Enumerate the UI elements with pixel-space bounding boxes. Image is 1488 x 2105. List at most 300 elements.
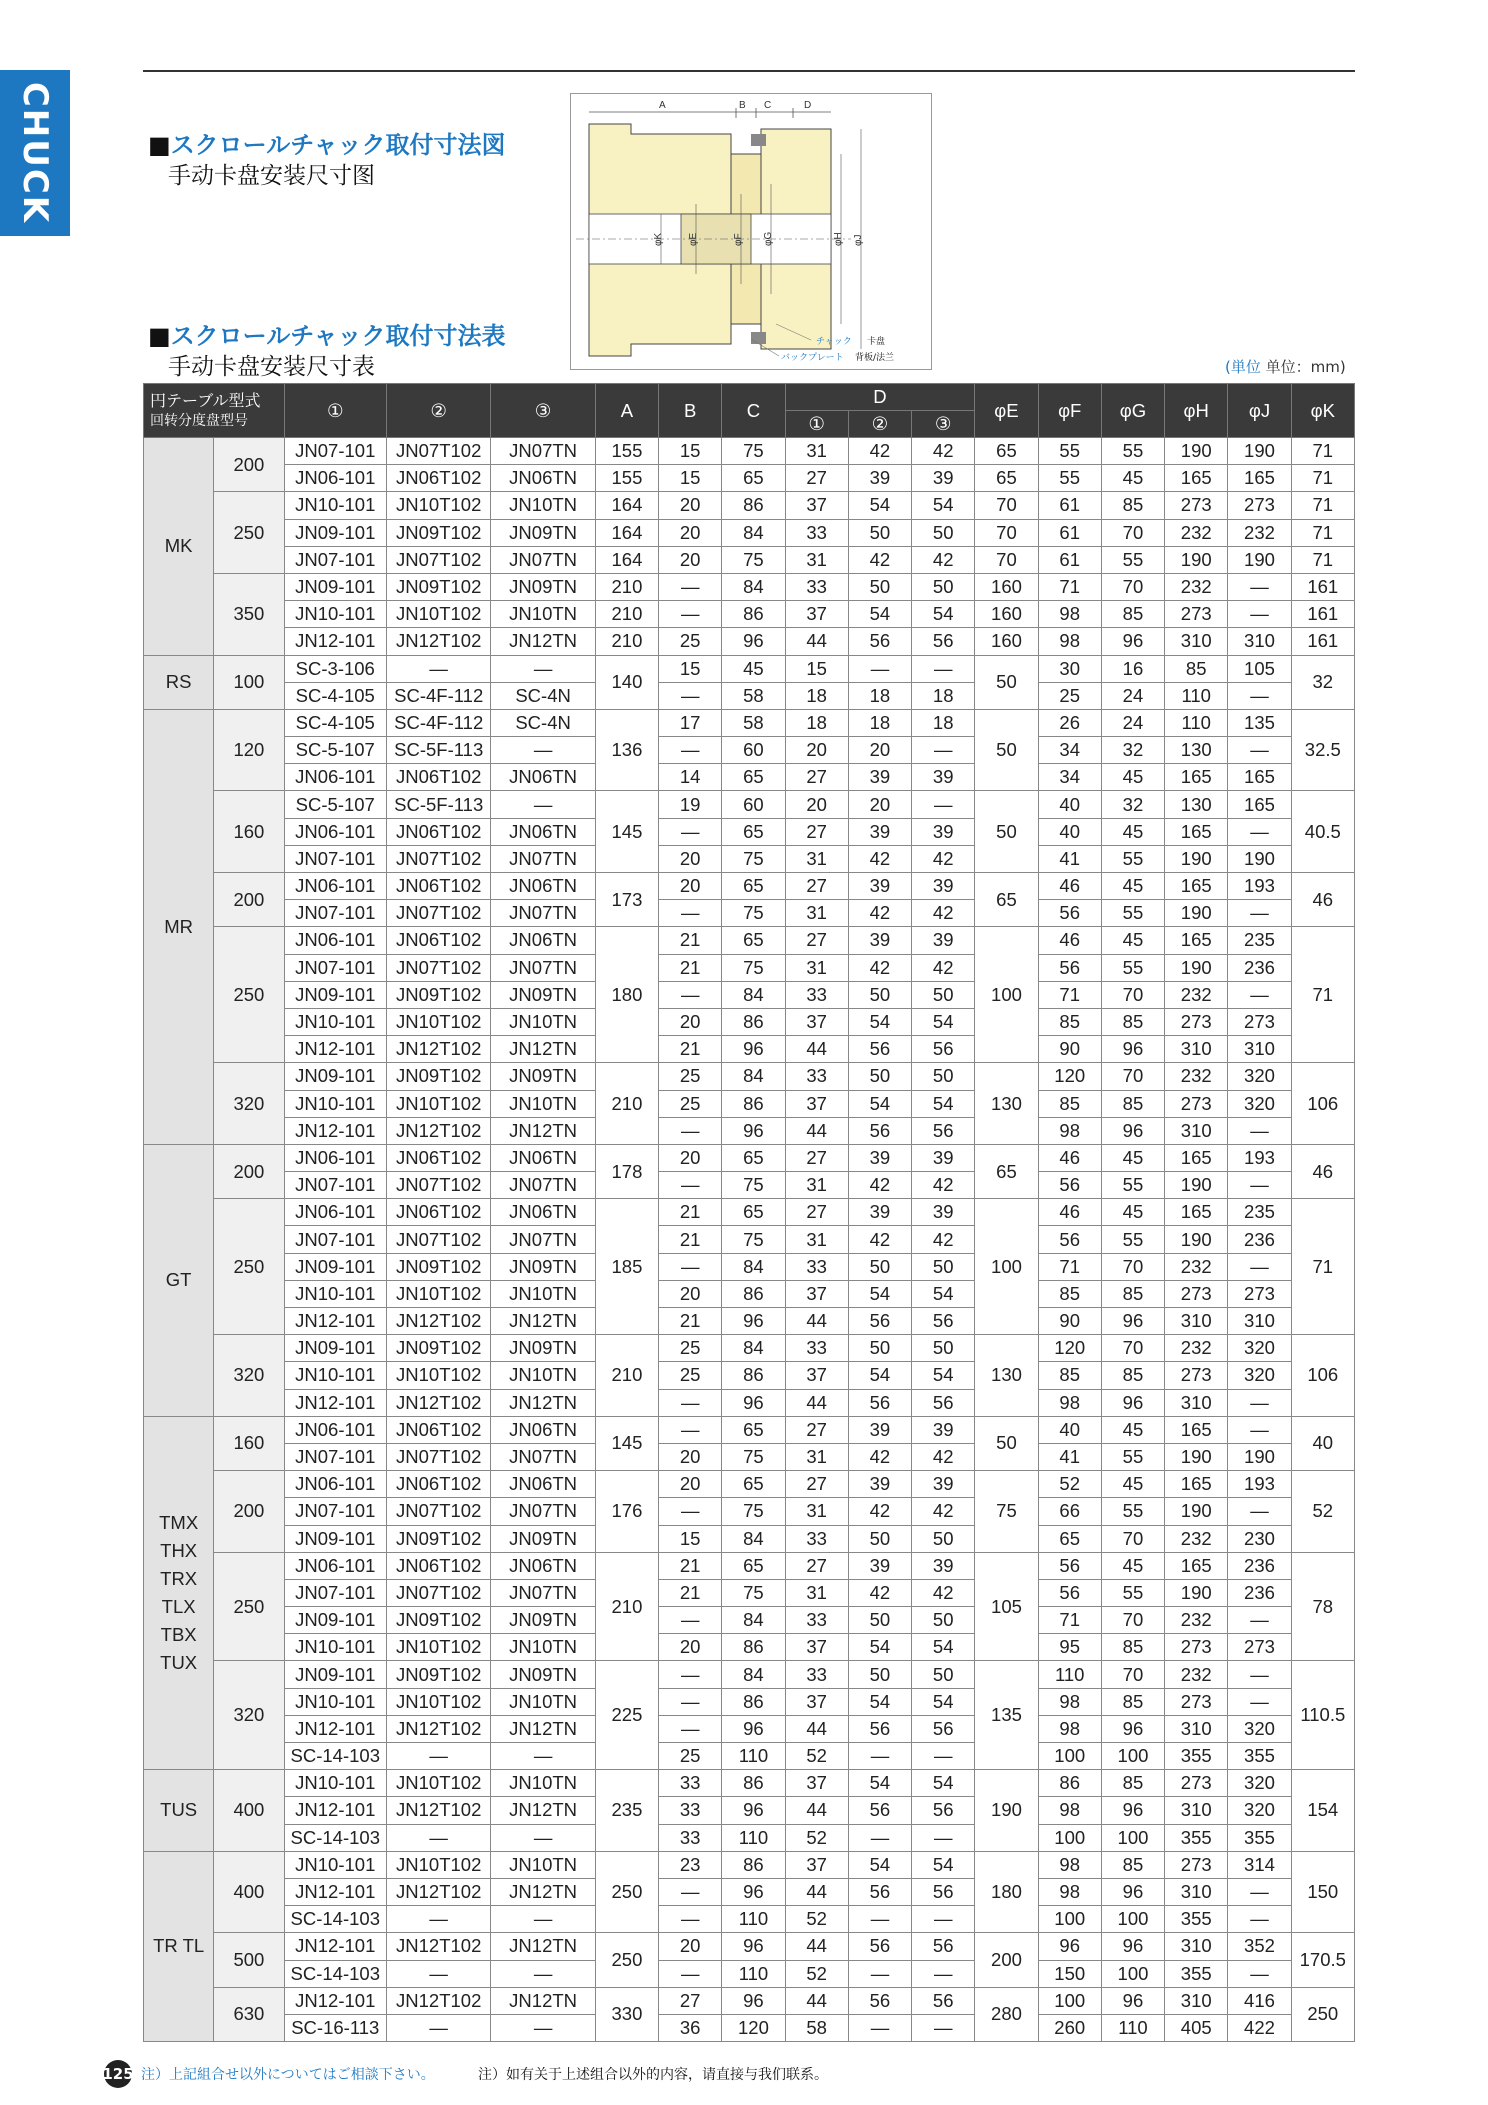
dim-j-cell: 190 bbox=[1228, 438, 1291, 465]
table-row bbox=[144, 1851, 1355, 1878]
dim-e-cell: 65 bbox=[975, 465, 1038, 492]
header-col-3: ③ bbox=[491, 384, 595, 438]
dim-d3-cell: 54 bbox=[912, 1008, 975, 1035]
part-1-cell: JN07-101 bbox=[284, 546, 386, 573]
dim-d2-cell: 56 bbox=[848, 1797, 911, 1824]
dim-d3-cell: — bbox=[912, 1743, 975, 1770]
dim-g-cell: 100 bbox=[1101, 1906, 1164, 1933]
dim-k-cell: 170.5 bbox=[1291, 1933, 1354, 1987]
dim-c-cell: 84 bbox=[722, 1661, 785, 1688]
dim-d3-cell: 39 bbox=[912, 927, 975, 954]
dim-d3-cell: 39 bbox=[912, 465, 975, 492]
dim-d2-cell: 39 bbox=[848, 873, 911, 900]
table-section-subtitle: 手动卡盘安装尺寸表 bbox=[168, 354, 375, 380]
part-1-cell: JN10-101 bbox=[284, 1008, 386, 1035]
header-col-k: φK bbox=[1291, 384, 1354, 438]
dim-d1-cell: 27 bbox=[785, 1144, 848, 1171]
part-3-cell: JN06TN bbox=[491, 818, 595, 845]
dim-h-cell: 232 bbox=[1165, 981, 1228, 1008]
dim-d2-cell: 39 bbox=[848, 1144, 911, 1171]
dim-f-cell: 25 bbox=[1038, 682, 1101, 709]
dim-h-cell: 310 bbox=[1165, 1308, 1228, 1335]
dim-b-cell: 25 bbox=[659, 1335, 722, 1362]
dim-g-cell: 85 bbox=[1101, 1362, 1164, 1389]
table-row bbox=[144, 900, 1355, 927]
part-2-cell: JN07T102 bbox=[386, 1226, 490, 1253]
dim-d3-cell: 42 bbox=[912, 1172, 975, 1199]
dim-d1-cell: 31 bbox=[785, 1498, 848, 1525]
dim-c-cell: 96 bbox=[722, 1308, 785, 1335]
table-row bbox=[144, 1824, 1355, 1851]
dim-d3-cell: 42 bbox=[912, 900, 975, 927]
part-3-cell: JN12TN bbox=[491, 1987, 595, 2014]
dim-d2-cell: 39 bbox=[848, 1552, 911, 1579]
header-col-j: φJ bbox=[1228, 384, 1291, 438]
dim-c-cell: 65 bbox=[722, 465, 785, 492]
dim-d3-cell: 54 bbox=[912, 492, 975, 519]
dim-f-cell: 41 bbox=[1038, 845, 1101, 872]
dim-g-cell: 45 bbox=[1101, 1199, 1164, 1226]
table-row bbox=[144, 954, 1355, 981]
dim-j-cell: 310 bbox=[1228, 628, 1291, 655]
dim-c-cell: 75 bbox=[722, 438, 785, 465]
dim-j-cell: — bbox=[1228, 818, 1291, 845]
dim-g-cell: 96 bbox=[1101, 1389, 1164, 1416]
dim-d2-cell: 42 bbox=[848, 1579, 911, 1606]
part-2-cell: SC-4F-112 bbox=[386, 682, 490, 709]
dim-j-cell: 320 bbox=[1228, 1335, 1291, 1362]
dim-h-cell: 355 bbox=[1165, 1743, 1228, 1770]
page-number: 125 bbox=[104, 2060, 132, 2088]
part-3-cell: JN06TN bbox=[491, 764, 595, 791]
dim-c-cell: 110 bbox=[722, 1960, 785, 1987]
header-col-1: ① bbox=[284, 384, 386, 438]
dim-d2-cell: 18 bbox=[848, 682, 911, 709]
size-cell: 320 bbox=[214, 1661, 284, 1770]
dim-f-cell: 66 bbox=[1038, 1498, 1101, 1525]
dim-c-cell: 75 bbox=[722, 845, 785, 872]
part-3-cell: — bbox=[491, 1960, 595, 1987]
part-3-cell: JN10TN bbox=[491, 1634, 595, 1661]
dim-f-cell: 96 bbox=[1038, 1933, 1101, 1960]
svg-text:背板/法兰: 背板/法兰 bbox=[855, 353, 895, 363]
part-3-cell: JN06TN bbox=[491, 1416, 595, 1443]
dim-c-cell: 75 bbox=[722, 546, 785, 573]
table-row bbox=[144, 1008, 1355, 1035]
dim-g-cell: 45 bbox=[1101, 927, 1164, 954]
table-row bbox=[144, 1960, 1355, 1987]
part-2-cell: JN09T102 bbox=[386, 1661, 490, 1688]
dim-b-cell: 25 bbox=[659, 1090, 722, 1117]
dim-c-cell: 84 bbox=[722, 1335, 785, 1362]
dim-g-cell: 96 bbox=[1101, 1797, 1164, 1824]
dim-j-cell: — bbox=[1228, 981, 1291, 1008]
dim-d1-cell: 33 bbox=[785, 1525, 848, 1552]
dim-d1-cell: 27 bbox=[785, 927, 848, 954]
dim-f-cell: 61 bbox=[1038, 519, 1101, 546]
dim-d1-cell: 31 bbox=[785, 900, 848, 927]
dim-d2-cell: 50 bbox=[848, 981, 911, 1008]
dim-d1-cell: 27 bbox=[785, 465, 848, 492]
dim-d1-cell: 27 bbox=[785, 1552, 848, 1579]
dim-d3-cell: — bbox=[912, 1960, 975, 1987]
dim-k-cell: 250 bbox=[1291, 1987, 1354, 2041]
part-3-cell: JN06TN bbox=[491, 465, 595, 492]
dim-g-cell: 96 bbox=[1101, 1117, 1164, 1144]
dim-k-cell: 161 bbox=[1291, 573, 1354, 600]
part-1-cell: JN09-101 bbox=[284, 1607, 386, 1634]
dim-d2-cell: 50 bbox=[848, 1063, 911, 1090]
dim-d2-cell: 54 bbox=[848, 1634, 911, 1661]
dim-f-cell: 98 bbox=[1038, 601, 1101, 628]
dim-h-cell: 190 bbox=[1165, 1226, 1228, 1253]
dim-d1-cell: 37 bbox=[785, 1362, 848, 1389]
part-1-cell: JN09-101 bbox=[284, 1661, 386, 1688]
dim-d1-cell: 37 bbox=[785, 601, 848, 628]
header-d-1: ① bbox=[785, 411, 848, 438]
part-3-cell: JN06TN bbox=[491, 927, 595, 954]
dim-g-cell: 45 bbox=[1101, 1471, 1164, 1498]
dim-e-cell: 100 bbox=[975, 1199, 1038, 1335]
header-d-2: ② bbox=[848, 411, 911, 438]
part-1-cell: JN06-101 bbox=[284, 465, 386, 492]
dim-d3-cell: 42 bbox=[912, 845, 975, 872]
dim-h-cell: 190 bbox=[1165, 1443, 1228, 1470]
part-1-cell: JN10-101 bbox=[284, 1280, 386, 1307]
part-2-cell: JN12T102 bbox=[386, 1933, 490, 1960]
dim-f-cell: 61 bbox=[1038, 546, 1101, 573]
dim-d2-cell: — bbox=[848, 1906, 911, 1933]
dim-g-cell: 55 bbox=[1101, 438, 1164, 465]
dim-a-cell: 155 bbox=[595, 465, 658, 492]
part-2-cell: JN12T102 bbox=[386, 1878, 490, 1905]
size-cell: 200 bbox=[214, 438, 284, 492]
part-2-cell: JN09T102 bbox=[386, 573, 490, 600]
dim-d1-cell: 37 bbox=[785, 492, 848, 519]
part-2-cell: JN12T102 bbox=[386, 1036, 490, 1063]
dim-e-cell: 280 bbox=[975, 1987, 1038, 2041]
dim-g-cell: 70 bbox=[1101, 1253, 1164, 1280]
dim-d3-cell: 18 bbox=[912, 709, 975, 736]
dim-g-cell: 24 bbox=[1101, 682, 1164, 709]
chuck-side-tab: CHUCK bbox=[0, 70, 70, 236]
dim-j-cell: 165 bbox=[1228, 764, 1291, 791]
dim-d2-cell: 56 bbox=[848, 628, 911, 655]
part-1-cell: JN07-101 bbox=[284, 845, 386, 872]
part-1-cell: JN12-101 bbox=[284, 1036, 386, 1063]
dim-b-cell: 15 bbox=[659, 655, 722, 682]
dim-f-cell: 90 bbox=[1038, 1308, 1101, 1335]
dim-h-cell: 273 bbox=[1165, 1280, 1228, 1307]
table-row bbox=[144, 818, 1355, 845]
part-3-cell: JN06TN bbox=[491, 1471, 595, 1498]
part-1-cell: JN09-101 bbox=[284, 1335, 386, 1362]
table-row bbox=[144, 709, 1355, 736]
part-2-cell: JN06T102 bbox=[386, 1416, 490, 1443]
dim-a-cell: 250 bbox=[595, 1851, 658, 1933]
header-col-2: ② bbox=[386, 384, 490, 438]
dim-d2-cell: 42 bbox=[848, 438, 911, 465]
part-1-cell: JN06-101 bbox=[284, 1416, 386, 1443]
dim-e-cell: 50 bbox=[975, 1416, 1038, 1470]
dim-b-cell: — bbox=[659, 1498, 722, 1525]
dim-h-cell: 232 bbox=[1165, 1607, 1228, 1634]
dim-g-cell: 96 bbox=[1101, 1715, 1164, 1742]
dim-b-cell: 21 bbox=[659, 954, 722, 981]
dim-g-cell: 85 bbox=[1101, 1688, 1164, 1715]
group-model-cell: TUS bbox=[144, 1770, 214, 1852]
part-3-cell: JN10TN bbox=[491, 1851, 595, 1878]
table-row bbox=[144, 438, 1355, 465]
part-1-cell: JN07-101 bbox=[284, 1579, 386, 1606]
table-row bbox=[144, 1362, 1355, 1389]
dim-j-cell: — bbox=[1228, 1172, 1291, 1199]
part-1-cell: JN09-101 bbox=[284, 1253, 386, 1280]
part-2-cell: JN06T102 bbox=[386, 764, 490, 791]
dim-h-cell: 165 bbox=[1165, 1471, 1228, 1498]
dim-b-cell: — bbox=[659, 1688, 722, 1715]
part-1-cell: SC-14-103 bbox=[284, 1824, 386, 1851]
table-row bbox=[144, 1144, 1355, 1171]
table-row bbox=[144, 1743, 1355, 1770]
dim-e-cell: 100 bbox=[975, 927, 1038, 1063]
dim-d2-cell: 50 bbox=[848, 1661, 911, 1688]
dim-b-cell: 20 bbox=[659, 845, 722, 872]
dim-e-cell: 180 bbox=[975, 1851, 1038, 1933]
part-2-cell: JN09T102 bbox=[386, 1525, 490, 1552]
dim-d1-cell: 37 bbox=[785, 1851, 848, 1878]
dim-d2-cell: 50 bbox=[848, 1525, 911, 1552]
dim-g-cell: 55 bbox=[1101, 1443, 1164, 1470]
dim-g-cell: 55 bbox=[1101, 845, 1164, 872]
dim-j-cell: 273 bbox=[1228, 1280, 1291, 1307]
dim-d3-cell: 56 bbox=[912, 1308, 975, 1335]
svg-text:チャック: チャック bbox=[816, 337, 852, 347]
dim-f-cell: 98 bbox=[1038, 628, 1101, 655]
dim-f-cell: 260 bbox=[1038, 2014, 1101, 2041]
part-2-cell: — bbox=[386, 655, 490, 682]
part-3-cell: JN09TN bbox=[491, 1063, 595, 1090]
part-1-cell: JN06-101 bbox=[284, 1552, 386, 1579]
dim-f-cell: 55 bbox=[1038, 438, 1101, 465]
dim-h-cell: 165 bbox=[1165, 818, 1228, 845]
dim-g-cell: 32 bbox=[1101, 791, 1164, 818]
dim-k-cell: 71 bbox=[1291, 546, 1354, 573]
part-2-cell: JN09T102 bbox=[386, 519, 490, 546]
part-2-cell: — bbox=[386, 1960, 490, 1987]
part-1-cell: JN12-101 bbox=[284, 1117, 386, 1144]
part-1-cell: JN06-101 bbox=[284, 818, 386, 845]
dim-a-cell: 164 bbox=[595, 546, 658, 573]
part-1-cell: JN10-101 bbox=[284, 1688, 386, 1715]
svg-text:D: D bbox=[804, 100, 812, 111]
table-row bbox=[144, 764, 1355, 791]
dim-d2-cell: 39 bbox=[848, 1199, 911, 1226]
size-cell: 250 bbox=[214, 927, 284, 1063]
dim-g-cell: 96 bbox=[1101, 1308, 1164, 1335]
dim-d3-cell: 50 bbox=[912, 1335, 975, 1362]
dim-d3-cell: 56 bbox=[912, 628, 975, 655]
dim-k-cell: 32.5 bbox=[1291, 709, 1354, 791]
table-row bbox=[144, 1906, 1355, 1933]
dim-c-cell: 120 bbox=[722, 2014, 785, 2041]
part-1-cell: SC-4-105 bbox=[284, 709, 386, 736]
dim-e-cell: 130 bbox=[975, 1335, 1038, 1417]
dim-d3-cell: 50 bbox=[912, 1253, 975, 1280]
dim-d3-cell: 42 bbox=[912, 1443, 975, 1470]
table-row bbox=[144, 737, 1355, 764]
dim-b-cell: — bbox=[659, 1416, 722, 1443]
part-1-cell: JN12-101 bbox=[284, 1933, 386, 1960]
dim-j-cell: — bbox=[1228, 737, 1291, 764]
dim-d2-cell: 54 bbox=[848, 1090, 911, 1117]
dim-h-cell: 273 bbox=[1165, 1634, 1228, 1661]
dim-c-cell: 75 bbox=[722, 900, 785, 927]
dim-d1-cell: 37 bbox=[785, 1634, 848, 1661]
dim-e-cell: 65 bbox=[975, 438, 1038, 465]
dim-a-cell: 210 bbox=[595, 1335, 658, 1417]
dim-b-cell: 33 bbox=[659, 1770, 722, 1797]
part-3-cell: — bbox=[491, 1824, 595, 1851]
dim-d3-cell: 54 bbox=[912, 1362, 975, 1389]
dim-d1-cell: 52 bbox=[785, 1960, 848, 1987]
dim-e-cell: 50 bbox=[975, 655, 1038, 709]
svg-text:C: C bbox=[764, 100, 772, 111]
dim-d1-cell: 27 bbox=[785, 873, 848, 900]
dim-c-cell: 96 bbox=[722, 1797, 785, 1824]
dim-j-cell: 314 bbox=[1228, 1851, 1291, 1878]
dim-j-cell: — bbox=[1228, 1416, 1291, 1443]
dim-e-cell: 160 bbox=[975, 601, 1038, 628]
dim-k-cell: 71 bbox=[1291, 492, 1354, 519]
part-2-cell: — bbox=[386, 1743, 490, 1770]
dim-b-cell: — bbox=[659, 682, 722, 709]
dim-b-cell: 21 bbox=[659, 1226, 722, 1253]
dim-g-cell: 45 bbox=[1101, 1416, 1164, 1443]
dim-d3-cell: 54 bbox=[912, 601, 975, 628]
dim-d1-cell: 58 bbox=[785, 2014, 848, 2041]
part-3-cell: SC-4N bbox=[491, 682, 595, 709]
dim-b-cell: — bbox=[659, 1389, 722, 1416]
part-3-cell: JN09TN bbox=[491, 1525, 595, 1552]
dim-e-cell: 70 bbox=[975, 546, 1038, 573]
dim-f-cell: 46 bbox=[1038, 927, 1101, 954]
dim-f-cell: 71 bbox=[1038, 573, 1101, 600]
dim-d2-cell: — bbox=[848, 1960, 911, 1987]
dim-a-cell: 330 bbox=[595, 1987, 658, 2041]
dim-c-cell: 96 bbox=[722, 1987, 785, 2014]
part-1-cell: JN07-101 bbox=[284, 1226, 386, 1253]
dim-c-cell: 86 bbox=[722, 1280, 785, 1307]
dim-g-cell: 16 bbox=[1101, 655, 1164, 682]
dim-j-cell: 355 bbox=[1228, 1824, 1291, 1851]
dim-h-cell: 310 bbox=[1165, 628, 1228, 655]
dim-b-cell: 20 bbox=[659, 1933, 722, 1960]
part-2-cell: JN07T102 bbox=[386, 438, 490, 465]
dim-f-cell: 34 bbox=[1038, 737, 1101, 764]
header-d-3: ③ bbox=[912, 411, 975, 438]
dim-j-cell: 310 bbox=[1228, 1308, 1291, 1335]
dim-d3-cell: 39 bbox=[912, 873, 975, 900]
dim-d3-cell: 39 bbox=[912, 1552, 975, 1579]
dim-k-cell: 161 bbox=[1291, 628, 1354, 655]
dim-j-cell: 273 bbox=[1228, 492, 1291, 519]
part-2-cell: JN12T102 bbox=[386, 1797, 490, 1824]
dim-d3-cell: 54 bbox=[912, 1770, 975, 1797]
dim-a-cell: 210 bbox=[595, 628, 658, 655]
dim-j-cell: 352 bbox=[1228, 1933, 1291, 1960]
dim-d2-cell: 39 bbox=[848, 1416, 911, 1443]
dim-f-cell: 98 bbox=[1038, 1117, 1101, 1144]
dim-j-cell: 320 bbox=[1228, 1770, 1291, 1797]
part-2-cell: JN07T102 bbox=[386, 1579, 490, 1606]
part-3-cell: JN07TN bbox=[491, 1172, 595, 1199]
table-row bbox=[144, 927, 1355, 954]
dim-d1-cell: 44 bbox=[785, 1715, 848, 1742]
dim-b-cell: 33 bbox=[659, 1797, 722, 1824]
dim-k-cell: 52 bbox=[1291, 1471, 1354, 1553]
dim-d1-cell: 44 bbox=[785, 1036, 848, 1063]
part-1-cell: JN09-101 bbox=[284, 573, 386, 600]
dim-d2-cell: 42 bbox=[848, 845, 911, 872]
table-row bbox=[144, 1552, 1355, 1579]
dim-d3-cell: 39 bbox=[912, 1144, 975, 1171]
dim-d2-cell: 42 bbox=[848, 900, 911, 927]
dim-h-cell: 273 bbox=[1165, 492, 1228, 519]
part-1-cell: JN10-101 bbox=[284, 492, 386, 519]
dim-g-cell: 45 bbox=[1101, 1144, 1164, 1171]
dim-f-cell: 26 bbox=[1038, 709, 1101, 736]
dim-g-cell: 85 bbox=[1101, 1770, 1164, 1797]
svg-text:卡盘: 卡盘 bbox=[867, 337, 886, 347]
dim-h-cell: 310 bbox=[1165, 1797, 1228, 1824]
dim-c-cell: 96 bbox=[722, 628, 785, 655]
part-1-cell: JN06-101 bbox=[284, 927, 386, 954]
dim-b-cell: 25 bbox=[659, 1743, 722, 1770]
dim-j-cell: 320 bbox=[1228, 1362, 1291, 1389]
dim-b-cell: — bbox=[659, 1715, 722, 1742]
dim-j-cell: — bbox=[1228, 1498, 1291, 1525]
part-1-cell: JN10-101 bbox=[284, 1634, 386, 1661]
dim-j-cell: 273 bbox=[1228, 1634, 1291, 1661]
dim-k-cell: 46 bbox=[1291, 873, 1354, 927]
part-3-cell: JN10TN bbox=[491, 1280, 595, 1307]
dim-k-cell: 32 bbox=[1291, 655, 1354, 709]
dim-h-cell: 165 bbox=[1165, 1199, 1228, 1226]
dim-h-cell: 165 bbox=[1165, 1552, 1228, 1579]
dim-f-cell: 85 bbox=[1038, 1280, 1101, 1307]
dim-d3-cell: 39 bbox=[912, 1416, 975, 1443]
dim-h-cell: 190 bbox=[1165, 900, 1228, 927]
dim-b-cell: 21 bbox=[659, 1308, 722, 1335]
dim-d3-cell: — bbox=[912, 1824, 975, 1851]
part-2-cell: JN09T102 bbox=[386, 981, 490, 1008]
dim-j-cell: 190 bbox=[1228, 546, 1291, 573]
part-1-cell: JN07-101 bbox=[284, 1498, 386, 1525]
dim-d2-cell: 39 bbox=[848, 927, 911, 954]
part-1-cell: SC-4-105 bbox=[284, 682, 386, 709]
table-row bbox=[144, 1634, 1355, 1661]
dim-h-cell: 110 bbox=[1165, 709, 1228, 736]
mounting-dimension-drawing bbox=[570, 93, 932, 370]
part-2-cell: JN10T102 bbox=[386, 1634, 490, 1661]
part-2-cell: SC-5F-113 bbox=[386, 737, 490, 764]
dim-d3-cell: 56 bbox=[912, 1987, 975, 2014]
dim-j-cell: 235 bbox=[1228, 1199, 1291, 1226]
dim-c-cell: 65 bbox=[722, 818, 785, 845]
dim-b-cell: 33 bbox=[659, 1824, 722, 1851]
dim-g-cell: 96 bbox=[1101, 1036, 1164, 1063]
